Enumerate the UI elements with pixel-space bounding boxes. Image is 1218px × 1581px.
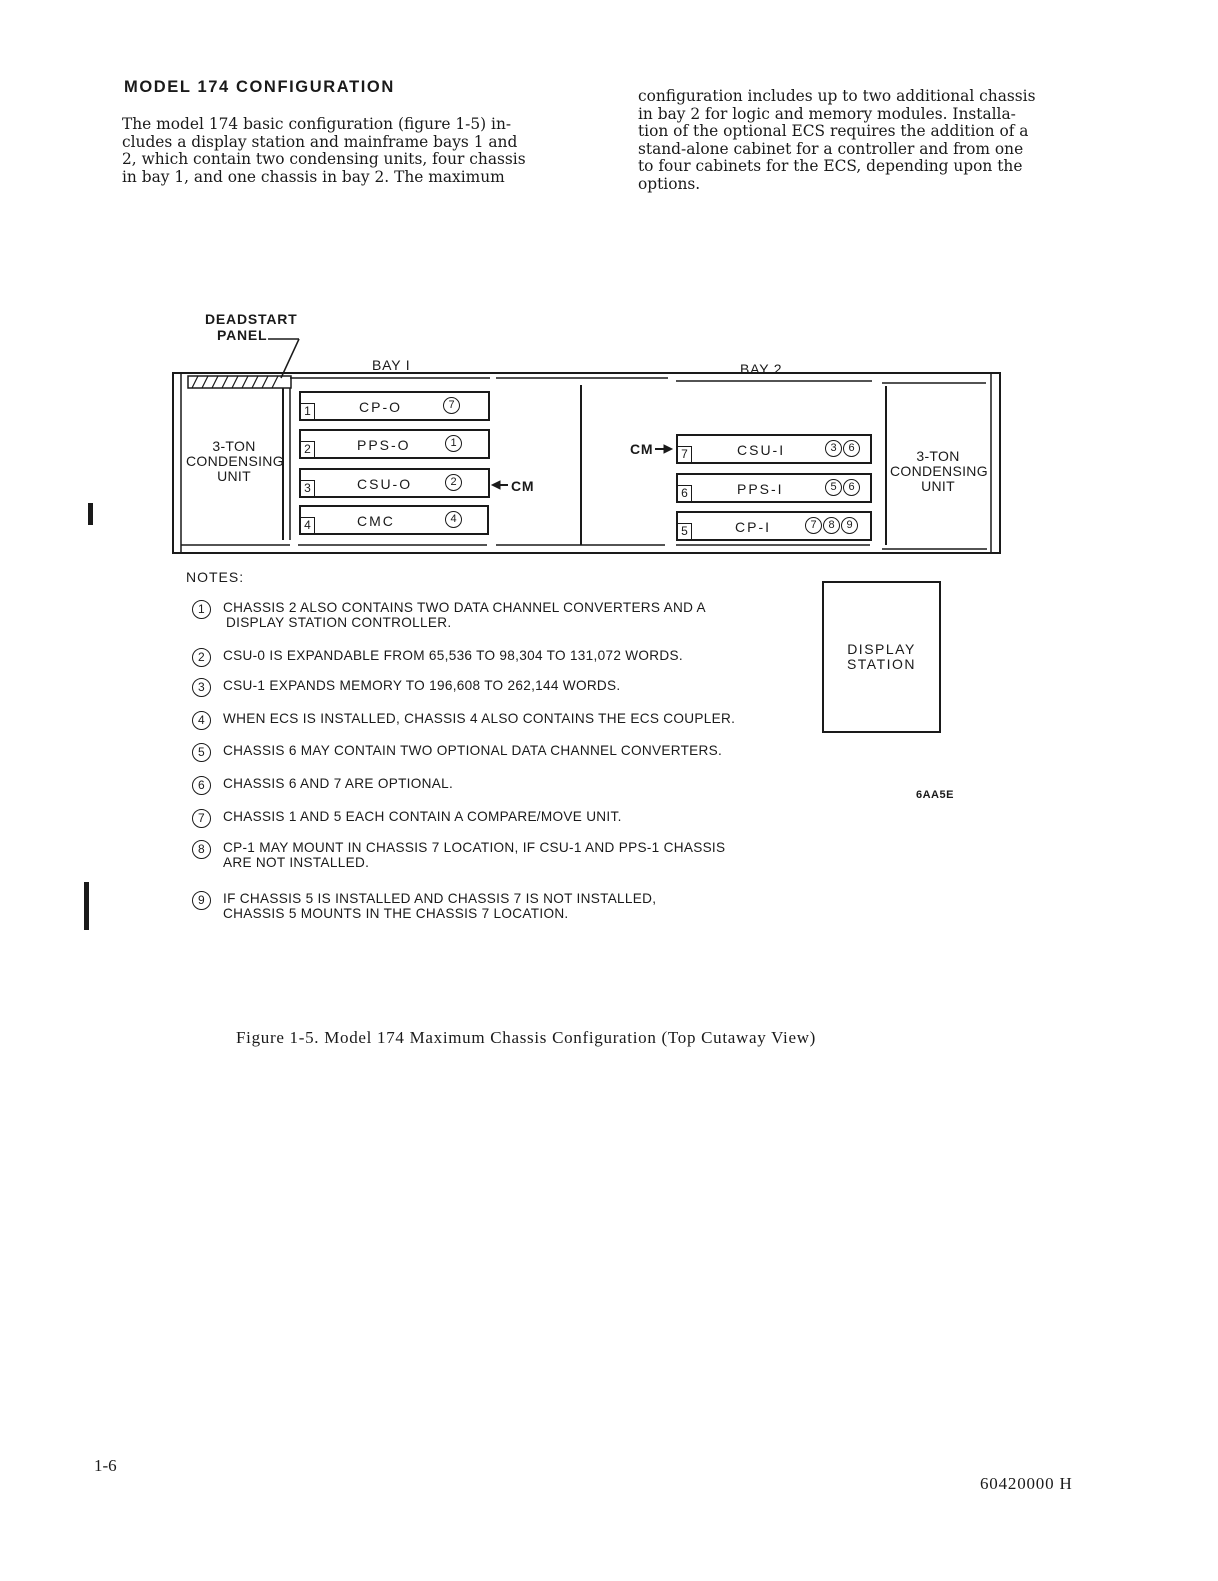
chassis-6-pps-1: [676, 473, 872, 503]
chassis-name: CSU-O: [357, 476, 413, 492]
note-line: CHASSIS 2 ALSO CONTAINS TWO DATA CHANNEL CONVERTERS AND A: [223, 600, 706, 615]
chassis-number: 3: [301, 480, 315, 496]
note-line: CSU-0 IS EXPANDABLE FROM 65,536 TO 98,304 TO 131,072 WORDS.: [223, 648, 683, 663]
note-line: ARE NOT INSTALLED.: [223, 855, 370, 870]
note-3: [192, 678, 621, 693]
note-4: [192, 711, 735, 726]
note-number-circle: 2: [192, 648, 211, 667]
bay-2-label: BAY 2: [740, 361, 783, 377]
chassis-number: 4: [301, 517, 315, 533]
figure-code: 6AA5E: [916, 789, 954, 801]
chassis-diagram: [0, 0, 1218, 600]
note-number-circle: 6: [192, 776, 211, 795]
note-line: IF CHASSIS 5 IS INSTALLED AND CHASSIS 7 IS NOT INSTALLED,: [223, 891, 657, 906]
display-station-box: [822, 581, 941, 733]
paragraph-line: to four cabinets for the ECS, depending upon the: [638, 157, 1023, 176]
label-line: CONDENSING: [890, 463, 988, 479]
display-station-label: [824, 642, 939, 672]
note-9: [192, 891, 656, 921]
cm-label-bay2: CM: [630, 441, 654, 457]
chassis-name: CP-I: [735, 519, 771, 535]
note-number-circle: 5: [192, 743, 211, 762]
chassis-name: CSU-I: [737, 442, 786, 458]
mainframe-outline: [173, 373, 1000, 553]
label-line: PANEL: [217, 327, 268, 343]
note-8: [192, 840, 725, 870]
note-number-circle: 8: [192, 840, 211, 859]
note-line: CHASSIS 5 MOUNTS IN THE CHASSIS 7 LOCATION.: [223, 906, 569, 921]
chassis-3-csu-0: [299, 468, 490, 498]
section-heading: MODEL 174 CONFIGURATION: [124, 78, 395, 96]
note-number-circle: 9: [192, 891, 211, 910]
paragraph-line: options.: [638, 174, 701, 193]
chassis-4-cmc: [299, 505, 489, 535]
note-number-circle: 3: [192, 678, 211, 697]
chassis-1-cp-0: [299, 391, 490, 421]
note-ref-circle: 7: [443, 397, 460, 414]
paragraph-line: in bay 2 for logic and memory modules. Installa-: [638, 104, 1016, 123]
note-number-circle: 1: [192, 600, 211, 619]
note-ref-circle: 3: [825, 440, 842, 457]
chassis-number: 6: [678, 485, 692, 501]
note-number-circle: 4: [192, 711, 211, 730]
chassis-name: PPS-O: [357, 437, 411, 453]
revision-bar: [84, 882, 89, 930]
note-5: [192, 743, 722, 758]
paragraph-line: 2, which contain two condensing units, four chassis: [122, 150, 526, 169]
note-line: CHASSIS 6 MAY CONTAIN TWO OPTIONAL DATA CHANNEL CONVERTERS.: [223, 743, 723, 758]
paragraph-line: tion of the optional ECS requires the addition of a: [638, 122, 1029, 141]
note-ref-circle: 1: [445, 435, 462, 452]
cm-arrow-icon: [664, 445, 672, 453]
document-number: 60420000 H: [980, 1474, 1073, 1493]
note-line: CSU-1 EXPANDS MEMORY TO 196,608 TO 262,144 WORDS.: [223, 678, 621, 693]
bay-1-label: BAY I: [372, 357, 411, 373]
note-6: [192, 776, 453, 791]
chassis-number: 5: [678, 523, 692, 539]
deadstart-panel-label: [205, 311, 298, 343]
paragraph-line: stand-alone cabinet for a controller and from one: [638, 139, 1024, 158]
note-2: [192, 648, 683, 663]
chassis-7-csu-1: [676, 434, 872, 464]
note-1: [192, 600, 706, 630]
chassis-number: 1: [301, 403, 315, 419]
note-number-circle: 7: [192, 809, 211, 828]
label-line: UNIT: [217, 468, 251, 484]
label-line: STATION: [846, 656, 917, 672]
note-ref-circle: 6: [843, 440, 860, 457]
note-ref-circle: 6: [843, 479, 860, 496]
figure-caption: Figure 1-5. Model 174 Maximum Chassis Configuration (Top Cutaway View): [236, 1028, 817, 1047]
label-line: 3-TON: [212, 438, 256, 454]
note-ref-circle: 9: [841, 517, 858, 534]
note-ref-circle: 8: [823, 517, 840, 534]
chassis-number: 2: [301, 441, 315, 457]
note-ref-circle: 5: [825, 479, 842, 496]
chassis-5-cp-1: [676, 511, 872, 541]
chassis-name: PPS-I: [737, 481, 784, 497]
chassis-name: CMC: [357, 513, 395, 529]
label-line: DEADSTART: [205, 311, 298, 327]
notes-title: NOTES:: [186, 569, 245, 585]
cm-label-bay1: CM: [511, 478, 535, 494]
paragraph-line: cludes a display station and mainframe bays 1 and: [122, 132, 518, 151]
note-line: CHASSIS 1 AND 5 EACH CONTAIN A COMPARE/MOVE UNIT.: [223, 809, 622, 824]
chassis-number: 7: [678, 446, 692, 462]
note-line: WHEN ECS IS INSTALLED, CHASSIS 4 ALSO CONTAINS THE ECS COUPLER.: [223, 711, 736, 726]
paragraph-line: in bay 1, and one chassis in bay 2. The maximum: [122, 167, 505, 186]
label-line: CONDENSING: [186, 453, 284, 469]
left-condensing-unit: [186, 439, 282, 484]
note-ref-circle: 7: [805, 517, 822, 534]
label-line: UNIT: [921, 478, 955, 494]
note-ref-circle: 2: [445, 474, 462, 491]
page-number: 1-6: [94, 1456, 117, 1475]
label-line: DISPLAY: [847, 641, 916, 657]
note-line: CP-1 MAY MOUNT IN CHASSIS 7 LOCATION, IF CSU-1 AND PPS-1 CHASSIS: [223, 840, 726, 855]
right-condensing-unit: [890, 449, 986, 494]
note-line: CHASSIS 6 AND 7 ARE OPTIONAL.: [223, 776, 454, 791]
note-line: DISPLAY STATION CONTROLLER.: [226, 615, 452, 630]
chassis-name: CP-O: [359, 399, 402, 415]
paragraph-line: configuration includes up to two additional chassis: [638, 87, 1036, 105]
label-line: 3-TON: [916, 448, 960, 464]
chassis-2-pps-0: [299, 429, 490, 459]
note-7: [192, 809, 622, 824]
cm-arrow-icon: [492, 481, 500, 489]
note-ref-circle: 4: [445, 511, 462, 528]
paragraph-line: The model 174 basic configuration (figure 1-5) in-: [122, 115, 512, 133]
